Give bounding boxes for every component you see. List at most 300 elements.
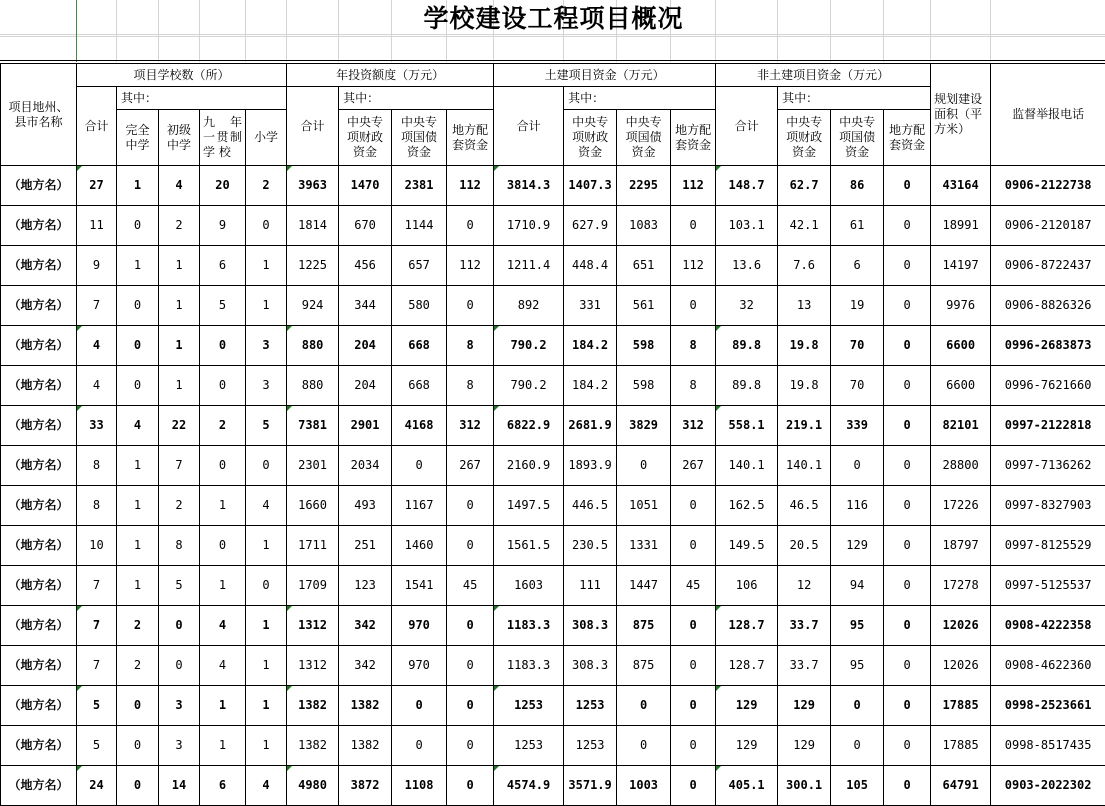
cell-primary[interactable] (246, 286, 287, 326)
cell-junior-middle[interactable] (159, 686, 200, 726)
cell-inv-local[interactable] (447, 326, 494, 366)
cell-junior-middle[interactable] (159, 606, 200, 646)
cell-civil-central-finance[interactable] (564, 766, 617, 806)
cell-civil-local[interactable] (671, 606, 716, 646)
cell-full-middle[interactable] (117, 526, 159, 566)
cell-civil-central-finance[interactable] (564, 206, 617, 246)
cell-full-middle[interactable] (117, 246, 159, 286)
cell-planned-area[interactable] (931, 686, 991, 726)
cell-full-middle[interactable] (117, 606, 159, 646)
cell-full-middle[interactable] (117, 726, 159, 766)
cell-nine-year[interactable] (200, 526, 246, 566)
cell-full-middle[interactable] (117, 206, 159, 246)
cell-report-phone[interactable] (991, 486, 1105, 526)
cell-full-middle[interactable] (117, 686, 159, 726)
cell-noncivil-total[interactable] (716, 366, 778, 406)
cell-inv-central-bond[interactable] (392, 286, 447, 326)
cell-report-phone[interactable] (991, 166, 1105, 206)
cell-civil-local[interactable] (671, 646, 716, 686)
cell-civil-total[interactable] (494, 726, 564, 766)
cell-nine-year[interactable] (200, 166, 246, 206)
cell-full-middle[interactable] (117, 166, 159, 206)
cell-inv-central-finance[interactable] (339, 366, 392, 406)
cell-noncivil-central-bond[interactable] (831, 766, 884, 806)
cell-primary[interactable] (246, 326, 287, 366)
cell-civil-local[interactable] (671, 406, 716, 446)
cell-full-middle[interactable] (117, 366, 159, 406)
cell-noncivil-central-bond[interactable] (831, 486, 884, 526)
cell-noncivil-local[interactable] (884, 326, 931, 366)
cell-report-phone[interactable] (991, 206, 1105, 246)
cell-civil-central-bond[interactable] (617, 526, 671, 566)
cell-nine-year[interactable] (200, 246, 246, 286)
cell-planned-area[interactable] (931, 646, 991, 686)
cell-civil-central-bond[interactable] (617, 246, 671, 286)
cell-inv-central-bond[interactable] (392, 526, 447, 566)
cell-nine-year[interactable] (200, 366, 246, 406)
cell-noncivil-local[interactable] (884, 726, 931, 766)
cell-civil-local[interactable] (671, 166, 716, 206)
cell-junior-middle[interactable] (159, 166, 200, 206)
cell-inv-total[interactable] (287, 206, 339, 246)
cell-noncivil-central-finance[interactable] (778, 246, 831, 286)
cell-nine-year[interactable] (200, 566, 246, 606)
cell-noncivil-central-finance[interactable] (778, 606, 831, 646)
cell-inv-local[interactable] (447, 286, 494, 326)
cell-region-name[interactable] (1, 726, 77, 766)
cell-report-phone[interactable] (991, 566, 1105, 606)
cell-noncivil-total[interactable] (716, 726, 778, 766)
cell-noncivil-central-finance[interactable] (778, 206, 831, 246)
cell-region-name[interactable] (1, 166, 77, 206)
cell-civil-local[interactable] (671, 726, 716, 766)
cell-schools-total[interactable] (77, 326, 117, 366)
cell-primary[interactable] (246, 526, 287, 566)
cell-primary[interactable] (246, 566, 287, 606)
cell-inv-central-finance[interactable] (339, 646, 392, 686)
cell-civil-central-bond[interactable] (617, 486, 671, 526)
cell-inv-central-bond[interactable] (392, 166, 447, 206)
cell-inv-central-bond[interactable] (392, 246, 447, 286)
cell-inv-local[interactable] (447, 646, 494, 686)
cell-full-middle[interactable] (117, 326, 159, 366)
cell-civil-central-finance[interactable] (564, 726, 617, 766)
cell-noncivil-central-bond[interactable] (831, 646, 884, 686)
cell-inv-local[interactable] (447, 406, 494, 446)
cell-inv-local[interactable] (447, 606, 494, 646)
cell-civil-total[interactable] (494, 326, 564, 366)
cell-civil-central-finance[interactable] (564, 686, 617, 726)
cell-primary[interactable] (246, 366, 287, 406)
cell-nine-year[interactable] (200, 686, 246, 726)
cell-inv-local[interactable] (447, 366, 494, 406)
cell-primary[interactable] (246, 406, 287, 446)
cell-civil-central-bond[interactable] (617, 646, 671, 686)
cell-full-middle[interactable] (117, 566, 159, 606)
cell-region-name[interactable] (1, 566, 77, 606)
cell-region-name[interactable] (1, 246, 77, 286)
cell-noncivil-local[interactable] (884, 646, 931, 686)
cell-region-name[interactable] (1, 326, 77, 366)
cell-inv-total[interactable] (287, 646, 339, 686)
cell-report-phone[interactable] (991, 246, 1105, 286)
cell-inv-local[interactable] (447, 566, 494, 606)
cell-planned-area[interactable] (931, 566, 991, 606)
cell-civil-central-finance[interactable] (564, 246, 617, 286)
cell-planned-area[interactable] (931, 326, 991, 366)
cell-schools-total[interactable] (77, 366, 117, 406)
cell-noncivil-central-finance[interactable] (778, 566, 831, 606)
cell-junior-middle[interactable] (159, 566, 200, 606)
cell-inv-total[interactable] (287, 726, 339, 766)
cell-planned-area[interactable] (931, 486, 991, 526)
cell-junior-middle[interactable] (159, 766, 200, 806)
cell-noncivil-total[interactable] (716, 606, 778, 646)
cell-civil-local[interactable] (671, 286, 716, 326)
cell-civil-local[interactable] (671, 246, 716, 286)
cell-noncivil-central-finance[interactable] (778, 726, 831, 766)
cell-junior-middle[interactable] (159, 326, 200, 366)
cell-civil-central-finance[interactable] (564, 406, 617, 446)
cell-inv-total[interactable] (287, 526, 339, 566)
cell-schools-total[interactable] (77, 206, 117, 246)
cell-civil-central-bond[interactable] (617, 446, 671, 486)
cell-inv-total[interactable] (287, 766, 339, 806)
cell-junior-middle[interactable] (159, 366, 200, 406)
cell-inv-central-bond[interactable] (392, 486, 447, 526)
cell-civil-central-finance[interactable] (564, 526, 617, 566)
cell-planned-area[interactable] (931, 366, 991, 406)
cell-region-name[interactable] (1, 206, 77, 246)
cell-inv-central-bond[interactable] (392, 446, 447, 486)
cell-nine-year[interactable] (200, 446, 246, 486)
cell-inv-local[interactable] (447, 726, 494, 766)
cell-nine-year[interactable] (200, 286, 246, 326)
cell-junior-middle[interactable] (159, 206, 200, 246)
cell-civil-total[interactable] (494, 566, 564, 606)
cell-inv-local[interactable] (447, 686, 494, 726)
cell-primary[interactable] (246, 766, 287, 806)
cell-noncivil-central-bond[interactable] (831, 566, 884, 606)
cell-primary[interactable] (246, 446, 287, 486)
cell-noncivil-total[interactable] (716, 166, 778, 206)
cell-inv-central-finance[interactable] (339, 406, 392, 446)
cell-civil-central-bond[interactable] (617, 406, 671, 446)
cell-noncivil-central-bond[interactable] (831, 286, 884, 326)
cell-noncivil-total[interactable] (716, 286, 778, 326)
cell-noncivil-central-bond[interactable] (831, 526, 884, 566)
cell-inv-central-finance[interactable] (339, 526, 392, 566)
cell-primary[interactable] (246, 166, 287, 206)
cell-civil-central-bond[interactable] (617, 766, 671, 806)
cell-schools-total[interactable] (77, 286, 117, 326)
cell-noncivil-total[interactable] (716, 766, 778, 806)
cell-report-phone[interactable] (991, 686, 1105, 726)
cell-civil-central-bond[interactable] (617, 166, 671, 206)
cell-primary[interactable] (246, 726, 287, 766)
cell-noncivil-central-finance[interactable] (778, 686, 831, 726)
cell-civil-central-finance[interactable] (564, 646, 617, 686)
cell-inv-central-bond[interactable] (392, 766, 447, 806)
cell-civil-central-finance[interactable] (564, 566, 617, 606)
cell-planned-area[interactable] (931, 606, 991, 646)
cell-full-middle[interactable] (117, 766, 159, 806)
cell-inv-central-bond[interactable] (392, 646, 447, 686)
cell-civil-central-bond[interactable] (617, 326, 671, 366)
cell-noncivil-central-bond[interactable] (831, 446, 884, 486)
cell-civil-central-bond[interactable] (617, 726, 671, 766)
cell-full-middle[interactable] (117, 406, 159, 446)
cell-report-phone[interactable] (991, 406, 1105, 446)
cell-region-name[interactable] (1, 526, 77, 566)
cell-inv-central-finance[interactable] (339, 606, 392, 646)
cell-schools-total[interactable] (77, 246, 117, 286)
cell-noncivil-total[interactable] (716, 406, 778, 446)
cell-full-middle[interactable] (117, 446, 159, 486)
cell-noncivil-central-finance[interactable] (778, 486, 831, 526)
cell-civil-central-bond[interactable] (617, 686, 671, 726)
cell-civil-central-bond[interactable] (617, 366, 671, 406)
cell-inv-central-bond[interactable] (392, 326, 447, 366)
cell-civil-total[interactable] (494, 366, 564, 406)
cell-civil-total[interactable] (494, 166, 564, 206)
cell-inv-local[interactable] (447, 486, 494, 526)
cell-civil-local[interactable] (671, 686, 716, 726)
cell-region-name[interactable] (1, 406, 77, 446)
cell-schools-total[interactable] (77, 526, 117, 566)
cell-junior-middle[interactable] (159, 526, 200, 566)
cell-region-name[interactable] (1, 366, 77, 406)
cell-inv-central-bond[interactable] (392, 606, 447, 646)
cell-noncivil-central-bond[interactable] (831, 246, 884, 286)
cell-noncivil-total[interactable] (716, 326, 778, 366)
cell-planned-area[interactable] (931, 286, 991, 326)
cell-noncivil-local[interactable] (884, 686, 931, 726)
cell-noncivil-local[interactable] (884, 766, 931, 806)
cell-report-phone[interactable] (991, 446, 1105, 486)
cell-noncivil-central-finance[interactable] (778, 766, 831, 806)
cell-noncivil-local[interactable] (884, 606, 931, 646)
cell-report-phone[interactable] (991, 366, 1105, 406)
cell-inv-local[interactable] (447, 526, 494, 566)
cell-noncivil-total[interactable] (716, 566, 778, 606)
cell-junior-middle[interactable] (159, 446, 200, 486)
cell-inv-local[interactable] (447, 206, 494, 246)
cell-noncivil-central-finance[interactable] (778, 166, 831, 206)
cell-primary[interactable] (246, 606, 287, 646)
cell-junior-middle[interactable] (159, 286, 200, 326)
cell-inv-total[interactable] (287, 166, 339, 206)
cell-noncivil-total[interactable] (716, 446, 778, 486)
cell-inv-total[interactable] (287, 486, 339, 526)
cell-noncivil-local[interactable] (884, 166, 931, 206)
cell-schools-total[interactable] (77, 726, 117, 766)
cell-nine-year[interactable] (200, 766, 246, 806)
cell-inv-local[interactable] (447, 246, 494, 286)
cell-noncivil-total[interactable] (716, 486, 778, 526)
cell-region-name[interactable] (1, 286, 77, 326)
cell-civil-central-finance[interactable] (564, 326, 617, 366)
cell-nine-year[interactable] (200, 606, 246, 646)
cell-inv-central-finance[interactable] (339, 286, 392, 326)
cell-civil-central-finance[interactable] (564, 606, 617, 646)
cell-noncivil-central-finance[interactable] (778, 326, 831, 366)
cell-schools-total[interactable] (77, 486, 117, 526)
cell-noncivil-total[interactable] (716, 246, 778, 286)
cell-region-name[interactable] (1, 766, 77, 806)
cell-civil-total[interactable] (494, 406, 564, 446)
cell-schools-total[interactable] (77, 166, 117, 206)
cell-report-phone[interactable] (991, 326, 1105, 366)
cell-primary[interactable] (246, 206, 287, 246)
cell-full-middle[interactable] (117, 486, 159, 526)
cell-nine-year[interactable] (200, 406, 246, 446)
cell-inv-total[interactable] (287, 686, 339, 726)
cell-inv-central-finance[interactable] (339, 166, 392, 206)
cell-inv-total[interactable] (287, 286, 339, 326)
cell-inv-central-bond[interactable] (392, 366, 447, 406)
cell-inv-central-bond[interactable] (392, 206, 447, 246)
cell-schools-total[interactable] (77, 686, 117, 726)
cell-noncivil-central-finance[interactable] (778, 646, 831, 686)
cell-planned-area[interactable] (931, 446, 991, 486)
cell-full-middle[interactable] (117, 286, 159, 326)
cell-nine-year[interactable] (200, 486, 246, 526)
cell-civil-local[interactable] (671, 486, 716, 526)
cell-inv-total[interactable] (287, 366, 339, 406)
cell-nine-year[interactable] (200, 726, 246, 766)
cell-region-name[interactable] (1, 446, 77, 486)
cell-civil-central-finance[interactable] (564, 166, 617, 206)
cell-inv-central-bond[interactable] (392, 726, 447, 766)
cell-inv-local[interactable] (447, 766, 494, 806)
cell-civil-total[interactable] (494, 766, 564, 806)
cell-inv-central-finance[interactable] (339, 726, 392, 766)
cell-planned-area[interactable] (931, 726, 991, 766)
cell-schools-total[interactable] (77, 566, 117, 606)
cell-civil-central-finance[interactable] (564, 286, 617, 326)
cell-inv-total[interactable] (287, 406, 339, 446)
cell-noncivil-central-bond[interactable] (831, 726, 884, 766)
cell-noncivil-central-bond[interactable] (831, 166, 884, 206)
cell-report-phone[interactable] (991, 646, 1105, 686)
cell-junior-middle[interactable] (159, 646, 200, 686)
cell-planned-area[interactable] (931, 406, 991, 446)
cell-civil-local[interactable] (671, 446, 716, 486)
cell-primary[interactable] (246, 486, 287, 526)
cell-primary[interactable] (246, 246, 287, 286)
cell-inv-central-bond[interactable] (392, 686, 447, 726)
cell-civil-local[interactable] (671, 366, 716, 406)
cell-civil-total[interactable] (494, 206, 564, 246)
cell-inv-local[interactable] (447, 446, 494, 486)
cell-primary[interactable] (246, 646, 287, 686)
cell-civil-local[interactable] (671, 766, 716, 806)
cell-report-phone[interactable] (991, 766, 1105, 806)
cell-noncivil-total[interactable] (716, 526, 778, 566)
cell-inv-central-finance[interactable] (339, 206, 392, 246)
cell-planned-area[interactable] (931, 766, 991, 806)
cell-inv-total[interactable] (287, 326, 339, 366)
cell-civil-total[interactable] (494, 446, 564, 486)
cell-noncivil-central-finance[interactable] (778, 526, 831, 566)
cell-inv-total[interactable] (287, 446, 339, 486)
cell-civil-central-finance[interactable] (564, 446, 617, 486)
cell-report-phone[interactable] (991, 726, 1105, 766)
cell-noncivil-local[interactable] (884, 526, 931, 566)
cell-region-name[interactable] (1, 646, 77, 686)
cell-noncivil-central-bond[interactable] (831, 206, 884, 246)
cell-inv-central-finance[interactable] (339, 766, 392, 806)
cell-civil-total[interactable] (494, 606, 564, 646)
cell-civil-total[interactable] (494, 486, 564, 526)
cell-civil-total[interactable] (494, 646, 564, 686)
cell-civil-total[interactable] (494, 246, 564, 286)
cell-inv-central-finance[interactable] (339, 686, 392, 726)
cell-region-name[interactable] (1, 486, 77, 526)
cell-schools-total[interactable] (77, 606, 117, 646)
cell-noncivil-central-bond[interactable] (831, 366, 884, 406)
cell-inv-central-finance[interactable] (339, 246, 392, 286)
cell-civil-total[interactable] (494, 526, 564, 566)
cell-civil-total[interactable] (494, 286, 564, 326)
cell-inv-central-finance[interactable] (339, 326, 392, 366)
cell-noncivil-central-bond[interactable] (831, 606, 884, 646)
cell-inv-central-finance[interactable] (339, 566, 392, 606)
cell-nine-year[interactable] (200, 646, 246, 686)
cell-nine-year[interactable] (200, 206, 246, 246)
cell-civil-local[interactable] (671, 526, 716, 566)
cell-inv-central-finance[interactable] (339, 486, 392, 526)
cell-noncivil-central-finance[interactable] (778, 366, 831, 406)
cell-noncivil-local[interactable] (884, 366, 931, 406)
cell-noncivil-central-finance[interactable] (778, 446, 831, 486)
cell-junior-middle[interactable] (159, 726, 200, 766)
cell-planned-area[interactable] (931, 246, 991, 286)
cell-civil-local[interactable] (671, 206, 716, 246)
cell-inv-central-finance[interactable] (339, 446, 392, 486)
cell-schools-total[interactable] (77, 646, 117, 686)
cell-region-name[interactable] (1, 686, 77, 726)
cell-civil-central-finance[interactable] (564, 366, 617, 406)
cell-noncivil-central-finance[interactable] (778, 286, 831, 326)
cell-inv-central-bond[interactable] (392, 566, 447, 606)
cell-planned-area[interactable] (931, 166, 991, 206)
cell-noncivil-total[interactable] (716, 686, 778, 726)
cell-noncivil-central-finance[interactable] (778, 406, 831, 446)
cell-noncivil-total[interactable] (716, 646, 778, 686)
cell-primary[interactable] (246, 686, 287, 726)
cell-noncivil-local[interactable] (884, 566, 931, 606)
cell-civil-local[interactable] (671, 566, 716, 606)
cell-junior-middle[interactable] (159, 406, 200, 446)
cell-noncivil-local[interactable] (884, 486, 931, 526)
cell-schools-total[interactable] (77, 766, 117, 806)
cell-civil-central-bond[interactable] (617, 286, 671, 326)
cell-inv-total[interactable] (287, 566, 339, 606)
cell-civil-total[interactable] (494, 686, 564, 726)
cell-planned-area[interactable] (931, 206, 991, 246)
cell-noncivil-local[interactable] (884, 246, 931, 286)
cell-noncivil-central-bond[interactable] (831, 326, 884, 366)
cell-noncivil-central-bond[interactable] (831, 406, 884, 446)
cell-schools-total[interactable] (77, 406, 117, 446)
cell-report-phone[interactable] (991, 526, 1105, 566)
cell-junior-middle[interactable] (159, 246, 200, 286)
cell-noncivil-local[interactable] (884, 446, 931, 486)
cell-inv-local[interactable] (447, 166, 494, 206)
cell-inv-central-bond[interactable] (392, 406, 447, 446)
